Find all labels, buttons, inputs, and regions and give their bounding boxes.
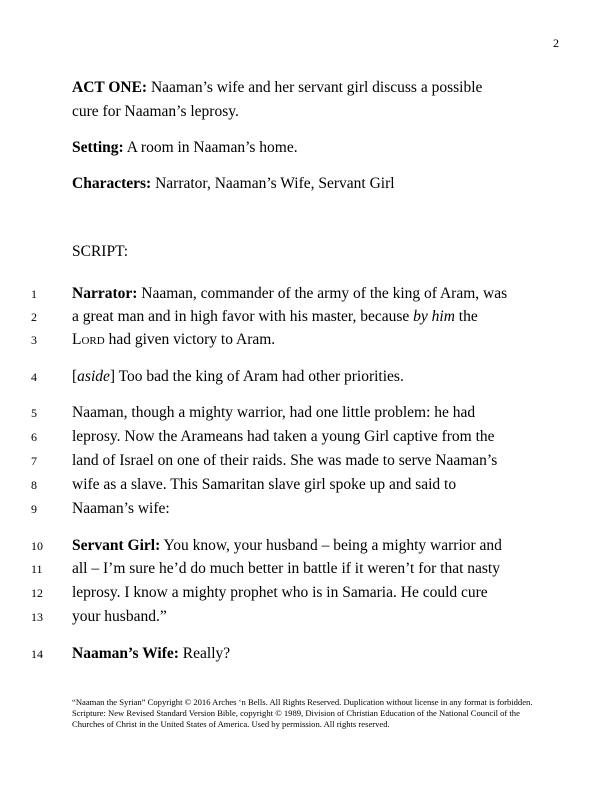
act-description	[72, 76, 544, 124]
script-line	[0, 305, 560, 329]
act-text-continued: cure for Naaman’s leprosy.	[72, 103, 239, 120]
script-line	[0, 365, 560, 389]
script-line	[0, 581, 560, 605]
speaker-label: Narrator:	[72, 285, 138, 302]
script-line	[0, 401, 560, 425]
line-number: 1	[31, 287, 37, 301]
line-text: ] Too bad the king of Aram had other priorities.	[109, 368, 404, 385]
line-text: land of Israel on one of their raids. She was made to serve Naaman’s	[72, 452, 498, 469]
line-text: Naaman’s wife:	[72, 500, 170, 517]
line-number: 9	[31, 502, 37, 516]
line-number: 11	[31, 562, 43, 576]
line-text: a great man and in high favor with his master, because	[72, 308, 414, 325]
line-text: [	[72, 368, 78, 385]
line-number: 5	[31, 406, 37, 420]
script-line	[0, 328, 560, 352]
script-line	[0, 642, 560, 666]
line-text: the	[454, 308, 478, 325]
line-number: 3	[31, 333, 37, 347]
copyright-footer: “Naaman the Syrian” Copyright © 2016 Arches ‘n Bells. All Rights Reserved. Duplication without license in any format is forbidden. Scripture: New Revised Standard Version Bible, copyright © 1989, Division of Christian Education of the National Council of the Churches of Christ in the United States of America. Used by permission. All rights reserved.	[72, 697, 533, 729]
characters-label: Characters:	[72, 175, 152, 192]
line-number: 14	[31, 647, 43, 661]
lord-small-caps: Lord	[72, 331, 105, 348]
line-number: 4	[31, 370, 37, 384]
script-line	[0, 605, 560, 629]
speaker-label: Naaman’s Wife:	[72, 645, 179, 662]
line-text: had given victory to Aram.	[104, 331, 276, 348]
speaker-label: Servant Girl:	[72, 537, 161, 554]
act-label: ACT ONE:	[72, 79, 148, 96]
script-line	[0, 449, 560, 473]
line-number: 7	[31, 454, 37, 468]
setting-label: Setting:	[72, 139, 124, 156]
script-line	[0, 534, 560, 558]
characters	[72, 172, 544, 196]
characters-text: Narrator, Naaman’s Wife, Servant Girl	[151, 175, 395, 192]
script-line	[0, 557, 560, 581]
script-heading: SCRIPT:	[72, 243, 129, 260]
line-text: You know, your husband – being a mighty warrior and	[160, 537, 502, 554]
script-line	[0, 473, 560, 497]
stage-direction: aside	[77, 368, 110, 385]
setting	[72, 136, 544, 160]
line-number: 10	[31, 539, 43, 553]
line-number: 6	[31, 430, 37, 444]
script-line	[0, 282, 560, 306]
line-text: leprosy. I know a mighty prophet who is in Samaria. He could cure	[72, 584, 488, 601]
line-text: all – I’m sure he’d do much better in battle if it weren’t for that nasty	[72, 560, 500, 577]
line-text: your husband.”	[72, 608, 167, 625]
line-text: wife as a slave. This Samaritan slave girl spoke up and said to	[72, 476, 457, 493]
line-text: Really?	[178, 645, 231, 662]
line-number: 13	[31, 610, 43, 624]
line-text: Naaman, commander of the army of the king of Aram, was	[137, 285, 508, 302]
line-number: 12	[31, 586, 43, 600]
line-number: 2	[31, 310, 37, 324]
page-number: 2	[553, 36, 559, 50]
script-line	[0, 497, 560, 521]
script-line	[0, 425, 560, 449]
line-text: leprosy. Now the Arameans had taken a young Girl captive from the	[72, 428, 495, 445]
setting-text: A room in Naaman’s home.	[123, 139, 298, 156]
line-emphasis: by him	[413, 308, 455, 325]
act-text: Naaman’s wife and her servant girl discuss a possible	[147, 79, 483, 96]
line-text: Naaman, though a mighty warrior, had one little problem: he had	[72, 404, 476, 421]
line-number: 8	[31, 478, 37, 492]
